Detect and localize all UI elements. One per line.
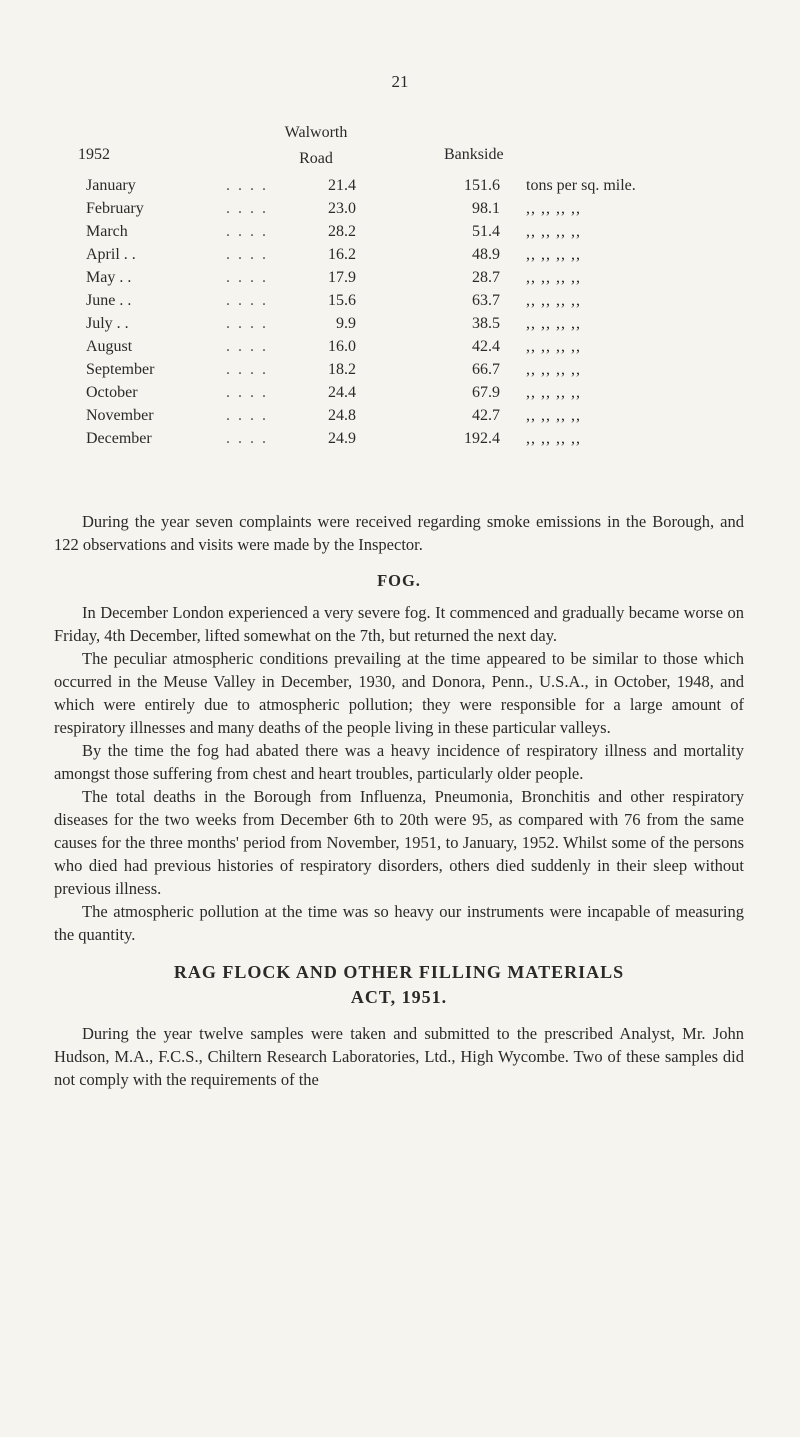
- leader-dots: . . . .: [226, 407, 268, 424]
- bankside-value: 67.9: [472, 384, 500, 401]
- table-header: [78, 118, 738, 174]
- walworth-header-line2: Road: [299, 150, 333, 167]
- month-cell: September: [86, 361, 155, 378]
- month-cell: October: [86, 384, 138, 401]
- bankside-value: 38.5: [472, 315, 500, 332]
- table-row: [78, 266, 738, 289]
- leader-dots: . . . .: [226, 338, 268, 355]
- unit-cell: ,, ,, ,, ,,: [526, 200, 581, 217]
- bankside-value: 66.7: [472, 361, 500, 378]
- unit-cell: ,, ,, ,, ,,: [526, 315, 581, 332]
- walworth-value: 24.8: [328, 407, 356, 424]
- fog-heading: FOG.: [377, 571, 421, 590]
- month-cell: August: [86, 338, 133, 355]
- unit-cell: ,, ,, ,, ,,: [526, 430, 581, 447]
- leader-dots: . . . .: [226, 430, 268, 447]
- month-cell: June . .: [86, 292, 132, 309]
- month-cell: December: [86, 430, 152, 447]
- table-row: [78, 289, 738, 312]
- table-body: [78, 174, 738, 450]
- unit-cell: ,, ,, ,, ,,: [526, 338, 581, 355]
- walworth-header-line1: Walworth: [284, 124, 348, 141]
- leader-dots: . . . .: [226, 315, 268, 332]
- table-row: [78, 404, 738, 427]
- table-row: [78, 335, 738, 358]
- walworth-value: 15.6: [328, 292, 356, 309]
- month-cell: April . .: [86, 246, 136, 263]
- unit-cell: ,, ,, ,, ,,: [526, 384, 581, 401]
- unit-cell: ,, ,, ,, ,,: [526, 407, 581, 424]
- leader-dots: . . . .: [226, 223, 268, 240]
- table-row: [78, 358, 738, 381]
- bankside-value: 42.4: [472, 338, 500, 355]
- fog-paragraph: The peculiar atmospheric conditions prevailing at the time appeared to be similar to those which occurred in the Meuse Valley in December, 1930, and Donora, Penn., U.S.A., in October, 1948, and which were entirely due to atmospheric pollution; they were responsible for a large amount of respiratory illnesses and many deaths of the people living in these particular valleys.: [54, 649, 744, 737]
- bankside-value: 63.7: [472, 292, 500, 309]
- rag-flock-paragraph: During the year twelve samples were taken and submitted to the prescribed Analyst, Mr. John Hudson, M.A., F.C.S., Chiltern Research Laboratories, Ltd., High Wycombe. Two of these samples did not comply with the requirements of the: [54, 1024, 744, 1089]
- table-row: [78, 381, 738, 404]
- month-cell: February: [86, 200, 144, 217]
- walworth-value: 21.4: [328, 177, 356, 194]
- walworth-value: 23.0: [328, 200, 356, 217]
- smoke-complaints-paragraph: During the year seven complaints were received regarding smoke emissions in the Borough, and 122 observations and visits were made by the Inspector.: [54, 512, 744, 554]
- table-row: [78, 243, 738, 266]
- fog-section: [54, 601, 744, 946]
- month-cell: November: [86, 407, 154, 424]
- body-text: [54, 510, 744, 1091]
- leader-dots: . . . .: [226, 177, 268, 194]
- bankside-value: 98.1: [472, 200, 500, 217]
- bankside-value: 151.6: [464, 177, 500, 194]
- table-row: [78, 427, 738, 450]
- unit-cell: ,, ,, ,, ,,: [526, 223, 581, 240]
- walworth-value: 18.2: [328, 361, 356, 378]
- fog-paragraph: The atmospheric pollution at the time was so heavy our instruments were incapable of measuring the quantity.: [54, 902, 744, 944]
- walworth-value: 16.2: [328, 246, 356, 263]
- fog-paragraph: By the time the fog had abated there was a heavy incidence of respiratory illness and mortality amongst those suffering from chest and heart troubles, particularly older people.: [54, 741, 744, 783]
- table-row: [78, 312, 738, 335]
- month-cell: March: [86, 223, 128, 240]
- leader-dots: . . . .: [226, 361, 268, 378]
- table-row: [78, 174, 738, 197]
- walworth-value: 28.2: [328, 223, 356, 240]
- bankside-header: Bankside: [444, 146, 504, 163]
- month-cell: July . .: [86, 315, 129, 332]
- rag-flock-heading: [54, 960, 744, 1010]
- walworth-value: 17.9: [328, 269, 356, 286]
- leader-dots: . . . .: [226, 269, 268, 286]
- rag-flock-heading-line1: RAG FLOCK AND OTHER FILLING MATERIALS: [173, 962, 625, 982]
- bankside-value: 28.7: [472, 269, 500, 286]
- leader-dots: . . . .: [226, 200, 268, 217]
- year-header: 1952: [78, 146, 110, 163]
- unit-cell: ,, ,, ,, ,,: [526, 292, 581, 309]
- unit-cell: ,, ,, ,, ,,: [526, 361, 581, 378]
- walworth-value: 24.4: [328, 384, 356, 401]
- unit-cell: ,, ,, ,, ,,: [526, 269, 581, 286]
- month-cell: May . .: [86, 269, 132, 286]
- walworth-value: 9.9: [336, 315, 356, 332]
- month-cell: January: [86, 177, 136, 194]
- bankside-value: 42.7: [472, 407, 500, 424]
- walworth-road-header: [256, 120, 376, 172]
- leader-dots: . . . .: [226, 246, 268, 263]
- fog-paragraph: In December London experienced a very severe fog. It commenced and gradually became worse on Friday, 4th December, lifted somewhat on the 7th, but returned the next day.: [54, 603, 744, 645]
- smoke-deposit-table: [78, 118, 738, 450]
- walworth-value: 16.0: [328, 338, 356, 355]
- table-row: [78, 197, 738, 220]
- page-number: 21: [391, 72, 409, 91]
- table-row: [78, 220, 738, 243]
- rag-flock-heading-line2: ACT, 1951.: [350, 987, 448, 1007]
- walworth-value: 24.9: [328, 430, 356, 447]
- leader-dots: . . . .: [226, 384, 268, 401]
- bankside-value: 51.4: [472, 223, 500, 240]
- bankside-value: 192.4: [464, 430, 500, 447]
- bankside-value: 48.9: [472, 246, 500, 263]
- unit-cell: tons per sq. mile.: [526, 177, 636, 194]
- fog-paragraph: The total deaths in the Borough from Influenza, Pneumonia, Bronchitis and other respiratory diseases for the two weeks from December 6th to 20th were 95, as compared with 76 from the same causes for the three months' period from November, 1951, to January, 1952. Whilst some of the persons who died had previous histories of respiratory disorders, others died suddenly in their sleep without previous illness.: [54, 787, 744, 898]
- leader-dots: . . . .: [226, 292, 268, 309]
- unit-cell: ,, ,, ,, ,,: [526, 246, 581, 263]
